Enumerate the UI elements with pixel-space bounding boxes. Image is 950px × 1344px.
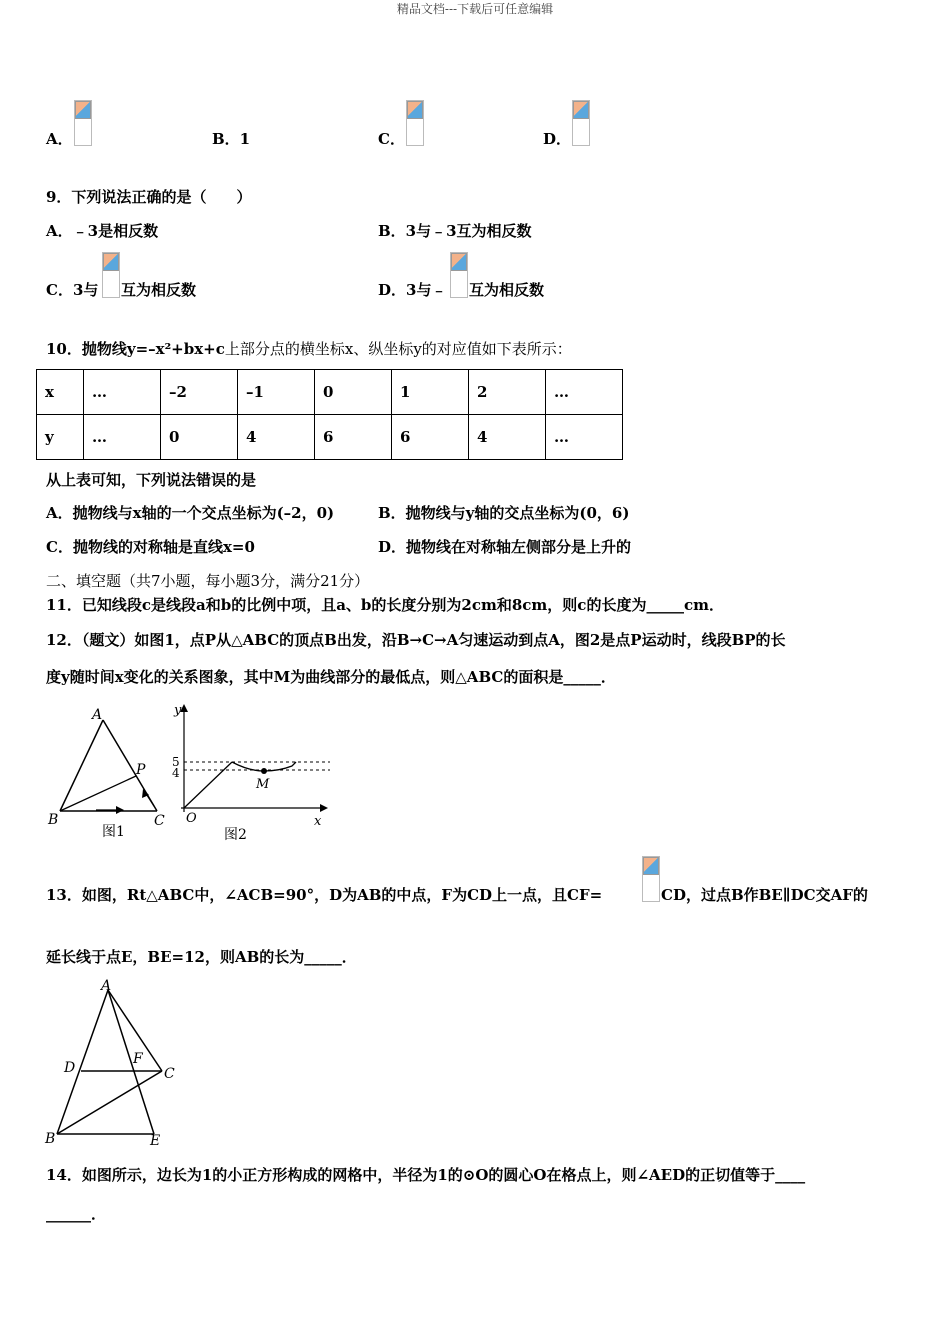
q9-option-d-suffix: 互为相反数 bbox=[469, 281, 545, 299]
table-cell: –1 bbox=[238, 370, 315, 415]
table-cell: y bbox=[37, 415, 84, 460]
broken-image-icon bbox=[573, 101, 589, 119]
q10-value-table bbox=[36, 369, 623, 460]
q13-line1-suffix: CD，过点B作BE∥DC交AF的 bbox=[661, 886, 868, 904]
q9-option-d-prefix: D．3与﹣ bbox=[378, 281, 447, 299]
label-p: P bbox=[136, 762, 146, 778]
table-cell: x bbox=[37, 370, 84, 415]
table-row bbox=[37, 370, 623, 415]
table-cell: 6 bbox=[392, 415, 469, 460]
q8-option-c: C． bbox=[378, 130, 405, 148]
label-c: C bbox=[164, 1066, 175, 1082]
table-cell: 4 bbox=[469, 415, 546, 460]
q14-line2: ______． bbox=[46, 1205, 107, 1223]
table-cell: … bbox=[546, 415, 623, 460]
q13-line2: 延长线于点E，BE=12，则AB的长为_____． bbox=[46, 948, 357, 966]
side-ba bbox=[60, 720, 103, 811]
tick-4: 4 bbox=[172, 766, 180, 780]
label-e: E bbox=[150, 1133, 161, 1148]
label-x: x bbox=[314, 814, 322, 829]
label-y: y bbox=[174, 703, 182, 718]
q14-line1: 14．如图所示，边长为1的小正方形构成的网格中，半径为1的⊙O的圆心O在格点上，则∠AED的正切值等于____ bbox=[46, 1166, 806, 1184]
label-o: O bbox=[186, 811, 197, 826]
q8-option-b: B．1 bbox=[212, 130, 251, 148]
q8-option-a-image bbox=[74, 100, 92, 146]
q12-line2: 度y随时间x变化的关系图象，其中M为曲线部分的最低点，则△ABC的面积是_____． bbox=[46, 668, 616, 686]
q8-option-a: A． bbox=[46, 130, 73, 148]
q13-figure bbox=[42, 976, 182, 1148]
tick-5: 5 bbox=[172, 755, 180, 769]
q9-option-d-image bbox=[450, 252, 468, 298]
q10-stem bbox=[46, 338, 572, 359]
x-axis-arrow bbox=[320, 804, 328, 812]
q9-option-c-prefix: C．3与 bbox=[46, 281, 99, 299]
q12-figures bbox=[44, 700, 334, 848]
arrow-head bbox=[116, 806, 124, 814]
segment-bp bbox=[60, 776, 136, 811]
table-cell: 1 bbox=[392, 370, 469, 415]
q10-stem-number: 10．抛物线 bbox=[46, 340, 127, 358]
q10-lead: 从上表可知，下列说法错误的是 bbox=[46, 471, 257, 489]
broken-image-icon bbox=[643, 857, 659, 875]
q10-option-c: C．抛物线的对称轴是直线x=0 bbox=[46, 538, 255, 556]
q13-fraction-image bbox=[642, 856, 660, 902]
table-cell: 6 bbox=[315, 415, 392, 460]
q11: 11．已知线段c是线段a和b的比例中项，且a、b的长度分别为2cm和8cm，则c的长度为_____cm． bbox=[46, 596, 724, 614]
table-cell: 2 bbox=[469, 370, 546, 415]
q9-stem: 9．下列说法正确的是（ ） bbox=[46, 188, 252, 206]
q12-figure1 bbox=[47, 707, 165, 840]
broken-image-icon bbox=[407, 101, 423, 119]
q13-line1-prefix: 13．如图，Rt△ABC中，∠ACB=90°，D为AB的中点，F为CD上一点，且CF= bbox=[46, 886, 603, 904]
q10-option-a: A．抛物线与x轴的一个交点坐标为(–2，0) bbox=[46, 504, 335, 522]
q9-option-a: A．﹣3是相反数 bbox=[46, 222, 159, 240]
q8-option-d: D． bbox=[543, 130, 572, 148]
label-d: D bbox=[64, 1060, 76, 1076]
q10-option-b: B．抛物线与y轴的交点坐标为(0，6) bbox=[378, 504, 630, 522]
q9-option-c-suffix: 互为相反数 bbox=[121, 281, 197, 299]
q9-option-b: B．3与﹣3互为相反数 bbox=[378, 222, 532, 240]
label-f: F bbox=[133, 1051, 143, 1067]
q12-line1: 12．（题文）如图1，点P从△ABC的顶点B出发，沿B→C→A匀速运动到点A，图2是点P运动时，线段BP的长 bbox=[46, 631, 786, 649]
q10-option-d: D．抛物线在对称轴左侧部分是上升的 bbox=[378, 538, 632, 556]
page-header: 精品文档---下载后可任意编辑 bbox=[396, 2, 554, 16]
segment-ae bbox=[108, 990, 154, 1134]
broken-image-icon bbox=[75, 101, 91, 119]
label-b: B bbox=[48, 812, 59, 828]
table-cell: 4 bbox=[238, 415, 315, 460]
label-m: M bbox=[256, 777, 270, 792]
label-a: A bbox=[101, 978, 112, 994]
table-cell: … bbox=[84, 415, 161, 460]
table-cell: 0 bbox=[315, 370, 392, 415]
segment-bc bbox=[57, 1071, 162, 1134]
label-c: C bbox=[154, 813, 165, 829]
q8-option-c-image bbox=[406, 100, 424, 146]
table-cell: … bbox=[84, 370, 161, 415]
q9-option-c-image bbox=[102, 252, 120, 298]
label-b: B bbox=[45, 1131, 56, 1147]
fig2-caption: 图2 bbox=[224, 827, 247, 843]
fig1-caption: 图1 bbox=[102, 824, 125, 840]
label-a: A bbox=[92, 707, 103, 723]
broken-image-icon bbox=[451, 253, 467, 271]
point-m bbox=[261, 768, 267, 774]
broken-image-icon bbox=[103, 253, 119, 271]
q12-figure2 bbox=[172, 703, 330, 843]
graph-line-segment bbox=[184, 762, 232, 808]
table-cell: … bbox=[546, 370, 623, 415]
q10-stem-formula: y=–x²+bx+c bbox=[126, 340, 225, 358]
table-row bbox=[37, 415, 623, 460]
table-cell: 0 bbox=[161, 415, 238, 460]
table-cell: –2 bbox=[161, 370, 238, 415]
q8-option-d-image bbox=[572, 100, 590, 146]
q10-stem-rest: 上部分点的横坐标x、纵坐标y的对应值如下表所示： bbox=[224, 340, 572, 358]
section-title: 二、填空题（共7小题，每小题3分，满分21分） bbox=[46, 572, 370, 590]
